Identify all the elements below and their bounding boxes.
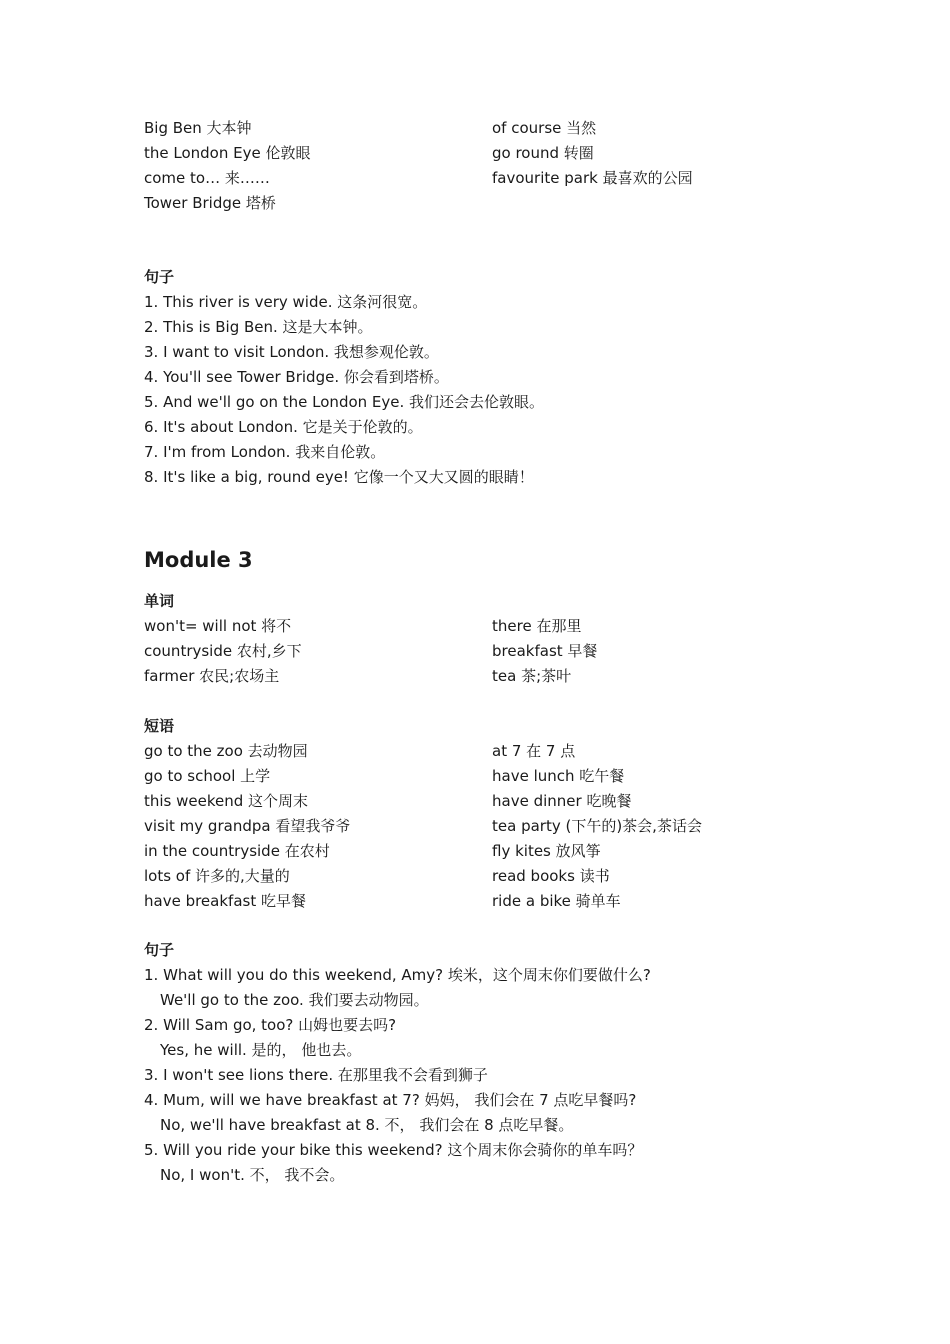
word-item: tea 茶;茶叶 xyxy=(492,667,572,685)
sentence-item: 2. Will Sam go, too? 山姆也要去吗? xyxy=(144,1016,397,1034)
phrase-item: have dinner 吃晚餐 xyxy=(492,792,632,810)
word-item: won't= will not 将不 xyxy=(144,617,292,635)
sentence-answer: No, we'll have breakfast at 8. 不， 我们会在 8 点吃早餐。 xyxy=(160,1116,574,1134)
phrase-item: ride a bike 骑单车 xyxy=(492,892,621,910)
phrase-item: Tower Bridge 塔桥 xyxy=(144,194,276,212)
phrase-item: have breakfast 吃早餐 xyxy=(144,892,306,910)
word-item: breakfast 早餐 xyxy=(492,642,598,660)
sentences-heading: 句子 xyxy=(144,941,175,959)
phrase-item: go to the zoo 去动物园 xyxy=(144,742,308,760)
phrases-heading: 短语 xyxy=(144,717,175,735)
sentence-item: 4. You'll see Tower Bridge. 你会看到塔桥。 xyxy=(144,368,449,386)
words-heading: 单词 xyxy=(144,592,175,610)
sentence-answer: Yes, he will. 是的， 他也去。 xyxy=(160,1041,362,1059)
phrase-item: go to school 上学 xyxy=(144,767,271,785)
module-title: Module 3 xyxy=(144,548,253,572)
sentence-item: 5. And we'll go on the London Eye. 我们还会去伦敦眼。 xyxy=(144,393,545,411)
phrase-item: come to… 来…… xyxy=(144,169,270,187)
sentence-item: 2. This is Big Ben. 这是大本钟。 xyxy=(144,318,373,336)
word-item: there 在那里 xyxy=(492,617,582,635)
sentence-item: 1. What will you do this weekend, Amy? 埃米，这个周末你们要做什么? xyxy=(144,966,651,984)
phrase-item: favourite park 最喜欢的公园 xyxy=(492,169,693,187)
phrase-item: lots of 许多的,大量的 xyxy=(144,867,290,885)
sentence-item: 5. Will you ride your bike this weekend? 这个周末你会骑你的单车吗？ xyxy=(144,1141,643,1159)
phrase-item: read books 读书 xyxy=(492,867,610,885)
word-item: countryside 农村,乡下 xyxy=(144,642,302,660)
phrase-item: fly kites 放风筝 xyxy=(492,842,601,860)
phrase-item: visit my grandpa 看望我爷爷 xyxy=(144,817,351,835)
sentence-item: 7. I'm from London. 我来自伦敦。 xyxy=(144,443,386,461)
phrase-item: have lunch 吃午餐 xyxy=(492,767,625,785)
sentence-item: 8. It's like a big, round eye! 它像一个又大又圆的眼睛！ xyxy=(144,468,534,486)
sentence-item: 1. This river is very wide. 这条河很宽。 xyxy=(144,293,428,311)
phrase-item: go round 转圈 xyxy=(492,144,594,162)
phrase-item: this weekend 这个周末 xyxy=(144,792,309,810)
phrase-item: Big Ben 大本钟 xyxy=(144,119,252,137)
phrase-item: tea party (下午的)茶会,茶话会 xyxy=(492,817,702,835)
sentences-heading: 句子 xyxy=(144,268,175,286)
phrase-item: of course 当然 xyxy=(492,119,597,137)
sentence-item: 4. Mum, will we have breakfast at 7? 妈妈， 我们会在 7 点吃早餐吗? xyxy=(144,1091,637,1109)
phrase-item: the London Eye 伦敦眼 xyxy=(144,144,311,162)
sentence-answer: No, I won't. 不， 我不会。 xyxy=(160,1166,345,1184)
sentence-answer: We'll go to the zoo. 我们要去动物园。 xyxy=(160,991,429,1009)
phrase-item: in the countryside 在农村 xyxy=(144,842,330,860)
sentence-item: 6. It's about London. 它是关于伦敦的。 xyxy=(144,418,423,436)
phrase-item: at 7 在 7 点 xyxy=(492,742,576,760)
word-item: farmer 农民;农场主 xyxy=(144,667,280,685)
sentence-item: 3. I won't see lions there. 在那里我不会看到狮子 xyxy=(144,1066,488,1084)
sentence-item: 3. I want to visit London. 我想参观伦敦。 xyxy=(144,343,439,361)
